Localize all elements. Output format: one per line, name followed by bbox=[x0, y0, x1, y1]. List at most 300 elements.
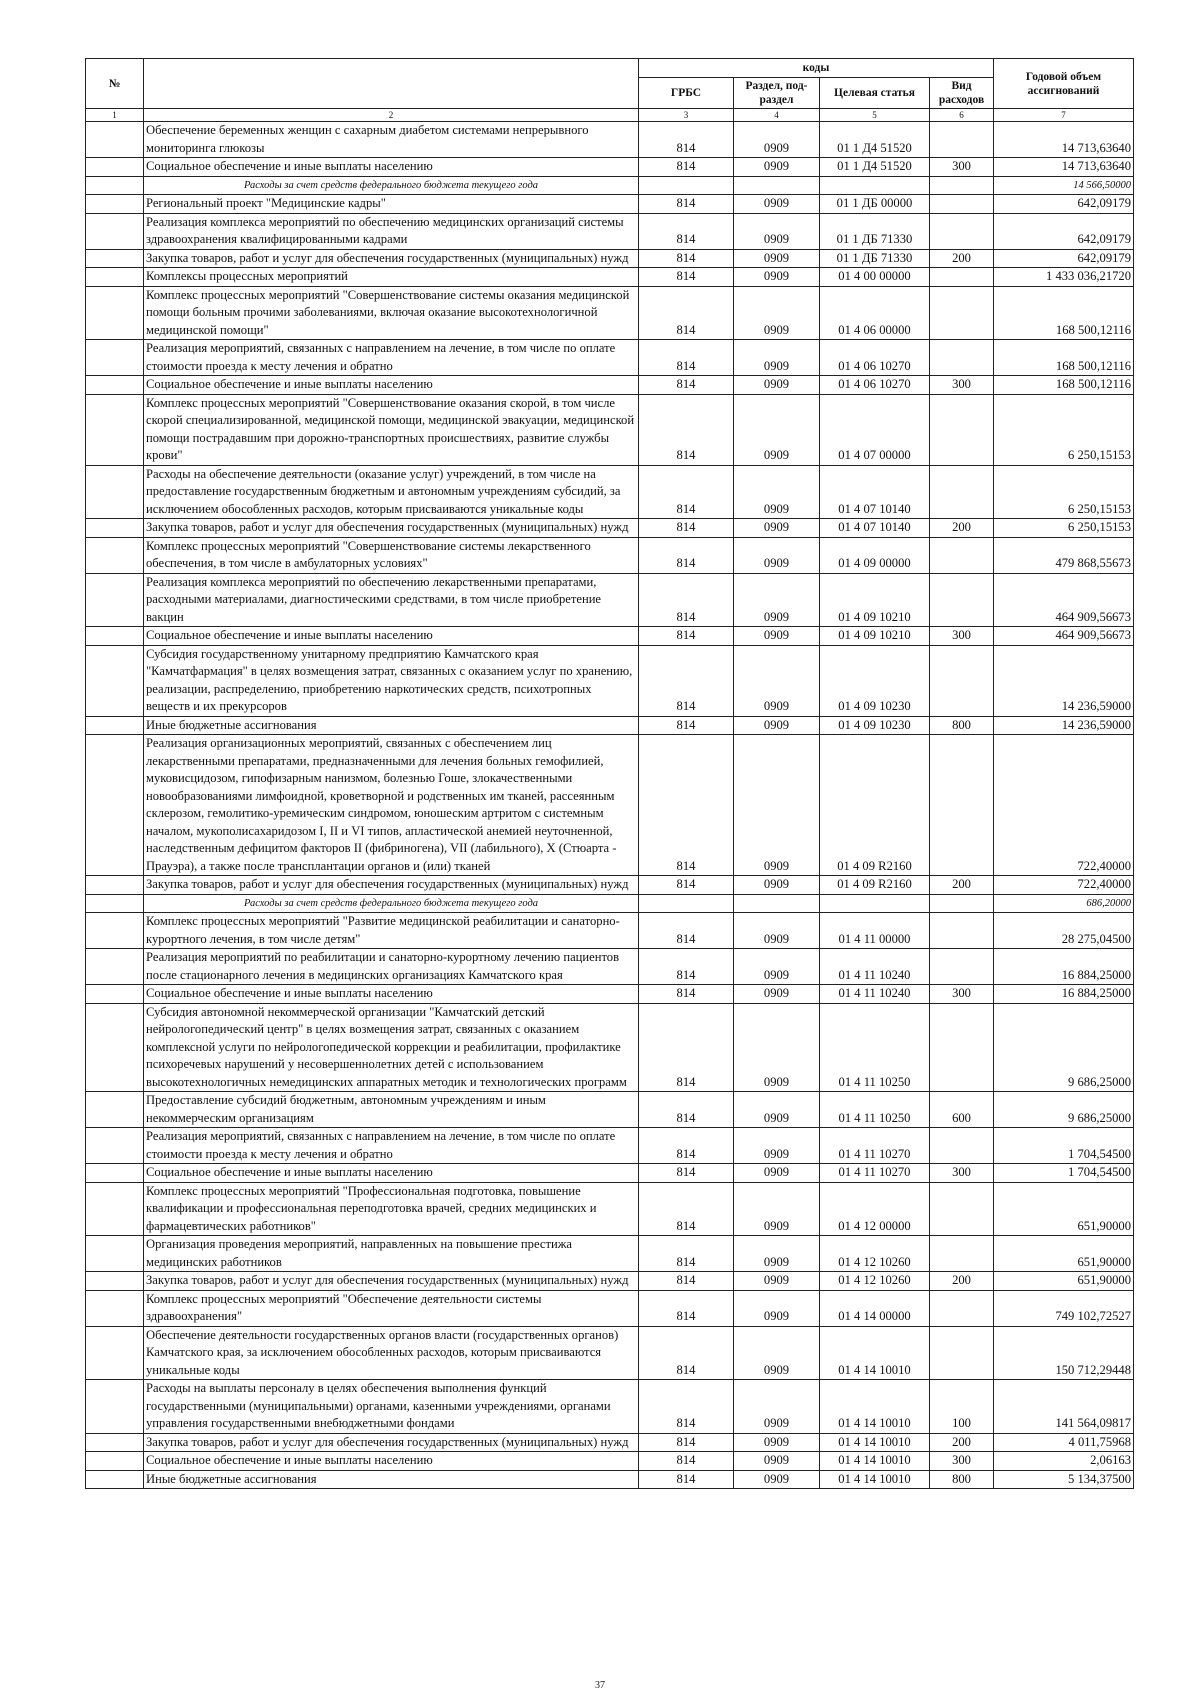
cell-num bbox=[86, 340, 144, 376]
cell-target-article: 01 4 11 10250 bbox=[820, 1092, 930, 1128]
cell-name: Комплекс процессных мероприятий "Развитие медицинской реабилитации и санаторно-курортного лечения, в том числе детям" bbox=[144, 913, 639, 949]
cell-num bbox=[86, 213, 144, 249]
table-row bbox=[86, 1164, 1134, 1183]
cell-name: Иные бюджетные ассигнования bbox=[144, 716, 639, 735]
cell-razdel: 0909 bbox=[734, 1003, 820, 1092]
cell-expense-type bbox=[930, 1290, 994, 1326]
cell-expense-type bbox=[930, 465, 994, 519]
cell-amount: 141 564,09817 bbox=[994, 1380, 1134, 1434]
cell-num bbox=[86, 1452, 144, 1471]
cell-amount: 642,09179 bbox=[994, 195, 1134, 214]
cell-num bbox=[86, 286, 144, 340]
cell-grbs: 814 bbox=[639, 268, 734, 287]
table-row bbox=[86, 537, 1134, 573]
table-row bbox=[86, 573, 1134, 627]
table-row bbox=[86, 1433, 1134, 1452]
cell-num bbox=[86, 268, 144, 287]
table-row bbox=[86, 1326, 1134, 1380]
cell-expense-type bbox=[930, 949, 994, 985]
cell-target-article: 01 4 06 10270 bbox=[820, 340, 930, 376]
cell-amount: 14 713,63640 bbox=[994, 158, 1134, 177]
cell-num bbox=[86, 735, 144, 876]
cell-razdel: 0909 bbox=[734, 735, 820, 876]
table-row bbox=[86, 627, 1134, 646]
cell-name: Социальное обеспечение и иные выплаты населению bbox=[144, 376, 639, 395]
cell-amount: 9 686,25000 bbox=[994, 1003, 1134, 1092]
cell-expense-type bbox=[930, 537, 994, 573]
header-name bbox=[144, 59, 639, 109]
cell-grbs: 814 bbox=[639, 213, 734, 249]
cell-num bbox=[86, 1470, 144, 1489]
header-grbs: ГРБС bbox=[639, 78, 734, 109]
cell-name: Реализация комплекса мероприятий по обеспечению лекарственными препаратами, расходными материалами, диагностическими средствами, в том числе приобретение вакцин bbox=[144, 573, 639, 627]
cell-target-article: 01 4 11 10240 bbox=[820, 985, 930, 1004]
table-row bbox=[86, 735, 1134, 876]
cell-amount: 651,90000 bbox=[994, 1236, 1134, 1272]
cell-target-article: 01 1 ДБ 71330 bbox=[820, 249, 930, 268]
cell-razdel: 0909 bbox=[734, 465, 820, 519]
cell-razdel bbox=[734, 894, 820, 913]
cell-num bbox=[86, 894, 144, 913]
cell-amount: 168 500,12116 bbox=[994, 286, 1134, 340]
cell-name: Социальное обеспечение и иные выплаты населению bbox=[144, 985, 639, 1004]
cell-target-article: 01 1 Д4 51520 bbox=[820, 122, 930, 158]
cell-grbs: 814 bbox=[639, 195, 734, 214]
col-num-2: 2 bbox=[144, 109, 639, 122]
cell-target-article: 01 4 14 10010 bbox=[820, 1433, 930, 1452]
cell-name: Социальное обеспечение и иные выплаты населению bbox=[144, 158, 639, 177]
table-row bbox=[86, 158, 1134, 177]
cell-grbs: 814 bbox=[639, 376, 734, 395]
cell-name: Комплекс процессных мероприятий "Совершенствование оказания скорой, в том числе скорой специализированной, медицинской помощи, медицинской эвакуации, медицинской помощи пострадавшим при дорожно-транспортных происшествиях, развитие службы крови" bbox=[144, 394, 639, 465]
cell-expense-type: 300 bbox=[930, 627, 994, 646]
cell-num bbox=[86, 376, 144, 395]
cell-target-article: 01 4 09 10230 bbox=[820, 645, 930, 716]
cell-amount: 14 236,59000 bbox=[994, 645, 1134, 716]
cell-amount: 749 102,72527 bbox=[994, 1290, 1134, 1326]
cell-num bbox=[86, 122, 144, 158]
cell-target-article: 01 4 14 10010 bbox=[820, 1380, 930, 1434]
cell-razdel: 0909 bbox=[734, 913, 820, 949]
table-row bbox=[86, 340, 1134, 376]
table-row bbox=[86, 1452, 1134, 1471]
cell-name: Закупка товаров, работ и услуг для обеспечения государственных (муниципальных) нужд bbox=[144, 249, 639, 268]
cell-expense-type bbox=[930, 268, 994, 287]
cell-target-article: 01 4 12 00000 bbox=[820, 1182, 930, 1236]
col-num-1: 1 bbox=[86, 109, 144, 122]
cell-amount: 5 134,37500 bbox=[994, 1470, 1134, 1489]
cell-grbs: 814 bbox=[639, 735, 734, 876]
cell-num bbox=[86, 1290, 144, 1326]
cell-num bbox=[86, 627, 144, 646]
cell-razdel: 0909 bbox=[734, 537, 820, 573]
cell-razdel: 0909 bbox=[734, 1164, 820, 1183]
cell-name: Комплекс процессных мероприятий "Совершенствование системы лекарственного обеспечения, в том числе в амбулаторных условиях" bbox=[144, 537, 639, 573]
cell-name: Социальное обеспечение и иные выплаты населению bbox=[144, 627, 639, 646]
cell-amount: 9 686,25000 bbox=[994, 1092, 1134, 1128]
table-row bbox=[86, 1290, 1134, 1326]
cell-razdel: 0909 bbox=[734, 1470, 820, 1489]
cell-name: Предоставление субсидий бюджетным, автономным учреждениям и иным некоммерческим организациям bbox=[144, 1092, 639, 1128]
cell-razdel: 0909 bbox=[734, 627, 820, 646]
cell-target-article bbox=[820, 176, 930, 195]
cell-target-article: 01 4 07 10140 bbox=[820, 519, 930, 538]
cell-razdel: 0909 bbox=[734, 340, 820, 376]
cell-grbs: 814 bbox=[639, 465, 734, 519]
cell-grbs: 814 bbox=[639, 716, 734, 735]
cell-name: Реализация комплекса мероприятий по обеспечению медицинских организаций системы здравоохранения квалифицированными кадрами bbox=[144, 213, 639, 249]
cell-target-article: 01 4 09 R2160 bbox=[820, 735, 930, 876]
cell-grbs: 814 bbox=[639, 158, 734, 177]
cell-num bbox=[86, 1092, 144, 1128]
col-num-4: 4 bbox=[734, 109, 820, 122]
cell-name: Социальное обеспечение и иные выплаты населению bbox=[144, 1452, 639, 1471]
table-row bbox=[86, 376, 1134, 395]
cell-expense-type bbox=[930, 394, 994, 465]
cell-num bbox=[86, 1236, 144, 1272]
table-row bbox=[86, 122, 1134, 158]
cell-amount: 150 712,29448 bbox=[994, 1326, 1134, 1380]
cell-name: Закупка товаров, работ и услуг для обеспечения государственных (муниципальных) нужд bbox=[144, 1272, 639, 1291]
cell-num bbox=[86, 1272, 144, 1291]
cell-grbs: 814 bbox=[639, 1003, 734, 1092]
cell-amount: 722,40000 bbox=[994, 735, 1134, 876]
header-vr: Вид расходов bbox=[930, 78, 994, 109]
cell-num bbox=[86, 949, 144, 985]
cell-num bbox=[86, 645, 144, 716]
cell-amount: 28 275,04500 bbox=[994, 913, 1134, 949]
cell-name: Закупка товаров, работ и услуг для обеспечения государственных (муниципальных) нужд bbox=[144, 519, 639, 538]
header-cs: Целевая статья bbox=[820, 78, 930, 109]
cell-target-article: 01 4 07 10140 bbox=[820, 465, 930, 519]
header-codes: коды bbox=[639, 59, 994, 78]
cell-target-article: 01 1 ДБ 71330 bbox=[820, 213, 930, 249]
cell-grbs: 814 bbox=[639, 949, 734, 985]
cell-razdel: 0909 bbox=[734, 1236, 820, 1272]
cell-razdel: 0909 bbox=[734, 122, 820, 158]
cell-expense-type: 800 bbox=[930, 1470, 994, 1489]
cell-expense-type: 800 bbox=[930, 716, 994, 735]
cell-razdel: 0909 bbox=[734, 195, 820, 214]
cell-target-article: 01 4 14 10010 bbox=[820, 1452, 930, 1471]
cell-target-article: 01 4 14 10010 bbox=[820, 1470, 930, 1489]
table-row bbox=[86, 1182, 1134, 1236]
cell-target-article: 01 4 11 00000 bbox=[820, 913, 930, 949]
cell-grbs: 814 bbox=[639, 876, 734, 895]
table-header bbox=[86, 59, 1134, 122]
cell-target-article bbox=[820, 894, 930, 913]
cell-name: Обеспечение деятельности государственных органов власти (государственных органов) Камчатского края, за исключением обособленных расходов, которым присваиваются уникальные коды bbox=[144, 1326, 639, 1380]
cell-razdel: 0909 bbox=[734, 985, 820, 1004]
cell-target-article: 01 4 09 10230 bbox=[820, 716, 930, 735]
cell-num bbox=[86, 1380, 144, 1434]
cell-grbs: 814 bbox=[639, 1326, 734, 1380]
cell-razdel: 0909 bbox=[734, 1128, 820, 1164]
cell-expense-type: 300 bbox=[930, 985, 994, 1004]
table-row bbox=[86, 394, 1134, 465]
cell-razdel: 0909 bbox=[734, 1326, 820, 1380]
cell-target-article: 01 1 ДБ 00000 bbox=[820, 195, 930, 214]
cell-name: Субсидия автономной некоммерческой организации "Камчатский детский нейрологопедический центр" в целях возмещения затрат, связанных с оказанием комплексной услуги по нейрологопедической коррекции и реабилитации, профилактике психоречевых нарушений у несовершеннолетних детей с использованием высокотехнологичных немедицинских аппаратных методик и технологических программ bbox=[144, 1003, 639, 1092]
cell-expense-type bbox=[930, 340, 994, 376]
cell-amount: 642,09179 bbox=[994, 249, 1134, 268]
table-row bbox=[86, 1128, 1134, 1164]
cell-name: Реализация мероприятий, связанных с направлением на лечение, в том числе по оплате стоимости проезда к месту лечения и обратно bbox=[144, 340, 639, 376]
cell-razdel: 0909 bbox=[734, 645, 820, 716]
cell-num bbox=[86, 1326, 144, 1380]
cell-amount: 14 713,63640 bbox=[994, 122, 1134, 158]
table-row bbox=[86, 876, 1134, 895]
cell-num bbox=[86, 1128, 144, 1164]
cell-expense-type: 300 bbox=[930, 376, 994, 395]
cell-expense-type: 100 bbox=[930, 1380, 994, 1434]
cell-name: Региональный проект "Медицинские кадры" bbox=[144, 195, 639, 214]
cell-grbs: 814 bbox=[639, 1128, 734, 1164]
cell-expense-type: 200 bbox=[930, 1272, 994, 1291]
cell-expense-type bbox=[930, 176, 994, 195]
cell-grbs: 814 bbox=[639, 913, 734, 949]
cell-num bbox=[86, 176, 144, 195]
cell-expense-type: 200 bbox=[930, 519, 994, 538]
cell-target-article: 01 4 09 10210 bbox=[820, 627, 930, 646]
cell-target-article: 01 4 11 10250 bbox=[820, 1003, 930, 1092]
table-row bbox=[86, 985, 1134, 1004]
cell-grbs bbox=[639, 894, 734, 913]
cell-razdel: 0909 bbox=[734, 394, 820, 465]
table-row bbox=[86, 1092, 1134, 1128]
budget-table bbox=[85, 58, 1134, 1489]
table-row bbox=[86, 519, 1134, 538]
cell-grbs: 814 bbox=[639, 1380, 734, 1434]
cell-amount: 464 909,56673 bbox=[994, 573, 1134, 627]
cell-amount: 168 500,12116 bbox=[994, 340, 1134, 376]
cell-grbs: 814 bbox=[639, 573, 734, 627]
cell-expense-type bbox=[930, 894, 994, 913]
cell-amount: 168 500,12116 bbox=[994, 376, 1134, 395]
cell-amount: 722,40000 bbox=[994, 876, 1134, 895]
cell-expense-type bbox=[930, 645, 994, 716]
col-num-5: 5 bbox=[820, 109, 930, 122]
cell-razdel: 0909 bbox=[734, 1182, 820, 1236]
cell-target-article: 01 4 12 10260 bbox=[820, 1236, 930, 1272]
cell-razdel: 0909 bbox=[734, 573, 820, 627]
cell-amount: 2,06163 bbox=[994, 1452, 1134, 1471]
table-row bbox=[86, 195, 1134, 214]
cell-amount: 642,09179 bbox=[994, 213, 1134, 249]
cell-razdel: 0909 bbox=[734, 1290, 820, 1326]
cell-name: Обеспечение беременных женщин с сахарным диабетом системами непрерывного мониторинга глюкозы bbox=[144, 122, 639, 158]
cell-grbs: 814 bbox=[639, 1272, 734, 1291]
cell-expense-type bbox=[930, 286, 994, 340]
header-num: № bbox=[86, 59, 144, 109]
cell-expense-type: 200 bbox=[930, 1433, 994, 1452]
cell-amount: 16 884,25000 bbox=[994, 985, 1134, 1004]
cell-num bbox=[86, 1433, 144, 1452]
cell-name: Расходы на обеспечение деятельности (оказание услуг) учреждений, в том числе на предоставление государственным бюджетным и автономным учреждениям субсидий, за исключением обособленных расходов, которым присваиваются уникальные коды bbox=[144, 465, 639, 519]
cell-name: Реализация организационных мероприятий, связанных с обеспечением лиц лекарственными препаратами, предназначенными для лечения больных гемофилией, муковисцидозом, гипофизарным нанизмом, болезнью Гоше, злокачественными новообразованиями лимфоидной, кроветворной и родственных им тканей, рассеянным склерозом, гемолитико-уремическим синдромом, юношеским артритом с системным началом, мукополисахаридозом I, II и VI типов, апластической анемией неуточненной, наследственным дефицитом факторов II (фибриногена), VII (лабильного), X (Стюарта - Прауэра), а также после трансплантации органов и (или) тканей bbox=[144, 735, 639, 876]
cell-num bbox=[86, 913, 144, 949]
table-row bbox=[86, 1272, 1134, 1291]
cell-grbs: 814 bbox=[639, 627, 734, 646]
cell-expense-type: 600 bbox=[930, 1092, 994, 1128]
cell-expense-type bbox=[930, 122, 994, 158]
cell-razdel: 0909 bbox=[734, 158, 820, 177]
cell-name: Расходы за счет средств федерального бюджета текущего года bbox=[144, 176, 639, 195]
table-row bbox=[86, 249, 1134, 268]
cell-target-article: 01 4 14 00000 bbox=[820, 1290, 930, 1326]
table-row bbox=[86, 1470, 1134, 1489]
cell-expense-type bbox=[930, 195, 994, 214]
cell-target-article: 01 4 07 00000 bbox=[820, 394, 930, 465]
cell-razdel: 0909 bbox=[734, 376, 820, 395]
cell-name: Закупка товаров, работ и услуг для обеспечения государственных (муниципальных) нужд bbox=[144, 1433, 639, 1452]
cell-name: Расходы за счет средств федерального бюджета текущего года bbox=[144, 894, 639, 913]
cell-num bbox=[86, 1003, 144, 1092]
cell-num bbox=[86, 985, 144, 1004]
cell-num bbox=[86, 573, 144, 627]
page-number: 37 bbox=[595, 1680, 605, 1691]
cell-expense-type: 300 bbox=[930, 1164, 994, 1183]
header-annual: Годовой объем ассигнований bbox=[994, 59, 1134, 109]
cell-name: Реализация мероприятий, связанных с направлением на лечение, в том числе по оплате стоимости проезда к месту лечения и обратно bbox=[144, 1128, 639, 1164]
federal-note-row bbox=[86, 894, 1134, 913]
col-num-7: 7 bbox=[994, 109, 1134, 122]
cell-amount: 14 236,59000 bbox=[994, 716, 1134, 735]
cell-expense-type bbox=[930, 1326, 994, 1380]
cell-grbs: 814 bbox=[639, 249, 734, 268]
cell-name: Субсидия государственному унитарному предприятию Камчатского края "Камчатфармация" в целях возмещения затрат, связанных с оказанием услуг по хранению, реализации, распределению, приобретению наркотических средств, психотропных веществ и их прекурсоров bbox=[144, 645, 639, 716]
cell-name: Реализация мероприятий по реабилитации и санаторно-курортному лечению пациентов после стационарного лечения в медицинских организациях Камчатского края bbox=[144, 949, 639, 985]
cell-expense-type bbox=[930, 913, 994, 949]
cell-expense-type bbox=[930, 1128, 994, 1164]
cell-grbs: 814 bbox=[639, 1182, 734, 1236]
cell-grbs: 814 bbox=[639, 394, 734, 465]
cell-amount: 464 909,56673 bbox=[994, 627, 1134, 646]
cell-razdel: 0909 bbox=[734, 876, 820, 895]
table-row bbox=[86, 268, 1134, 287]
cell-razdel: 0909 bbox=[734, 519, 820, 538]
table-row bbox=[86, 213, 1134, 249]
table-body bbox=[86, 122, 1134, 1489]
cell-grbs: 814 bbox=[639, 645, 734, 716]
cell-expense-type bbox=[930, 213, 994, 249]
cell-target-article: 01 4 12 10260 bbox=[820, 1272, 930, 1291]
cell-expense-type bbox=[930, 1003, 994, 1092]
cell-grbs: 814 bbox=[639, 1452, 734, 1471]
cell-name: Комплекс процессных мероприятий "Профессиональная подготовка, повышение квалификации и профессиональная переподготовка врачей, средних медицинских и фармацевтических работников" bbox=[144, 1182, 639, 1236]
cell-expense-type bbox=[930, 735, 994, 876]
cell-name: Расходы на выплаты персоналу в целях обеспечения выполнения функций государственными (муниципальными) органами, казенными учреждениями, органами управления государственными внебюджетными фондами bbox=[144, 1380, 639, 1434]
cell-razdel: 0909 bbox=[734, 213, 820, 249]
cell-grbs: 814 bbox=[639, 1236, 734, 1272]
cell-grbs bbox=[639, 176, 734, 195]
col-num-3: 3 bbox=[639, 109, 734, 122]
cell-amount: 686,20000 bbox=[994, 894, 1134, 913]
table-row bbox=[86, 286, 1134, 340]
cell-grbs: 814 bbox=[639, 519, 734, 538]
table-row bbox=[86, 1236, 1134, 1272]
cell-expense-type: 300 bbox=[930, 1452, 994, 1471]
cell-razdel: 0909 bbox=[734, 1272, 820, 1291]
cell-target-article: 01 4 09 00000 bbox=[820, 537, 930, 573]
cell-target-article: 01 4 09 10210 bbox=[820, 573, 930, 627]
cell-amount: 1 704,54500 bbox=[994, 1128, 1134, 1164]
cell-razdel: 0909 bbox=[734, 249, 820, 268]
table-row bbox=[86, 949, 1134, 985]
cell-grbs: 814 bbox=[639, 340, 734, 376]
cell-name: Комплекс процессных мероприятий "Обеспечение деятельности системы здравоохранения" bbox=[144, 1290, 639, 1326]
cell-amount: 651,90000 bbox=[994, 1272, 1134, 1291]
cell-grbs: 814 bbox=[639, 1433, 734, 1452]
cell-name: Организация проведения мероприятий, направленных на повышение престижа медицинских работников bbox=[144, 1236, 639, 1272]
cell-num bbox=[86, 195, 144, 214]
table-row bbox=[86, 1380, 1134, 1434]
cell-razdel: 0909 bbox=[734, 716, 820, 735]
table-row bbox=[86, 465, 1134, 519]
cell-name: Закупка товаров, работ и услуг для обеспечения государственных (муниципальных) нужд bbox=[144, 876, 639, 895]
cell-razdel: 0909 bbox=[734, 286, 820, 340]
cell-target-article: 01 1 Д4 51520 bbox=[820, 158, 930, 177]
cell-grbs: 814 bbox=[639, 537, 734, 573]
cell-amount: 6 250,15153 bbox=[994, 465, 1134, 519]
cell-grbs: 814 bbox=[639, 122, 734, 158]
cell-razdel: 0909 bbox=[734, 1452, 820, 1471]
cell-amount: 479 868,55673 bbox=[994, 537, 1134, 573]
cell-expense-type bbox=[930, 1182, 994, 1236]
cell-target-article: 01 4 11 10240 bbox=[820, 949, 930, 985]
table-row bbox=[86, 645, 1134, 716]
cell-razdel bbox=[734, 176, 820, 195]
cell-expense-type bbox=[930, 1236, 994, 1272]
cell-num bbox=[86, 537, 144, 573]
cell-grbs: 814 bbox=[639, 1092, 734, 1128]
cell-amount: 6 250,15153 bbox=[994, 394, 1134, 465]
cell-grbs: 814 bbox=[639, 1290, 734, 1326]
cell-num bbox=[86, 1164, 144, 1183]
cell-amount: 14 566,50000 bbox=[994, 176, 1134, 195]
cell-razdel: 0909 bbox=[734, 949, 820, 985]
cell-target-article: 01 4 00 00000 bbox=[820, 268, 930, 287]
cell-target-article: 01 4 06 00000 bbox=[820, 286, 930, 340]
table-row bbox=[86, 716, 1134, 735]
cell-target-article: 01 4 09 R2160 bbox=[820, 876, 930, 895]
cell-grbs: 814 bbox=[639, 1164, 734, 1183]
cell-expense-type: 200 bbox=[930, 876, 994, 895]
table-row bbox=[86, 913, 1134, 949]
col-num-6: 6 bbox=[930, 109, 994, 122]
cell-num bbox=[86, 519, 144, 538]
cell-num bbox=[86, 465, 144, 519]
cell-razdel: 0909 bbox=[734, 1092, 820, 1128]
cell-target-article: 01 4 11 10270 bbox=[820, 1128, 930, 1164]
cell-num bbox=[86, 158, 144, 177]
cell-target-article: 01 4 11 10270 bbox=[820, 1164, 930, 1183]
cell-num bbox=[86, 716, 144, 735]
cell-name: Социальное обеспечение и иные выплаты населению bbox=[144, 1164, 639, 1183]
cell-amount: 6 250,15153 bbox=[994, 519, 1134, 538]
federal-note-row bbox=[86, 176, 1134, 195]
cell-num bbox=[86, 249, 144, 268]
cell-name: Иные бюджетные ассигнования bbox=[144, 1470, 639, 1489]
cell-grbs: 814 bbox=[639, 1470, 734, 1489]
cell-expense-type bbox=[930, 573, 994, 627]
cell-num bbox=[86, 394, 144, 465]
cell-target-article: 01 4 14 10010 bbox=[820, 1326, 930, 1380]
cell-target-article: 01 4 06 10270 bbox=[820, 376, 930, 395]
table-row bbox=[86, 1003, 1134, 1092]
cell-razdel: 0909 bbox=[734, 1380, 820, 1434]
cell-amount: 1 704,54500 bbox=[994, 1164, 1134, 1183]
